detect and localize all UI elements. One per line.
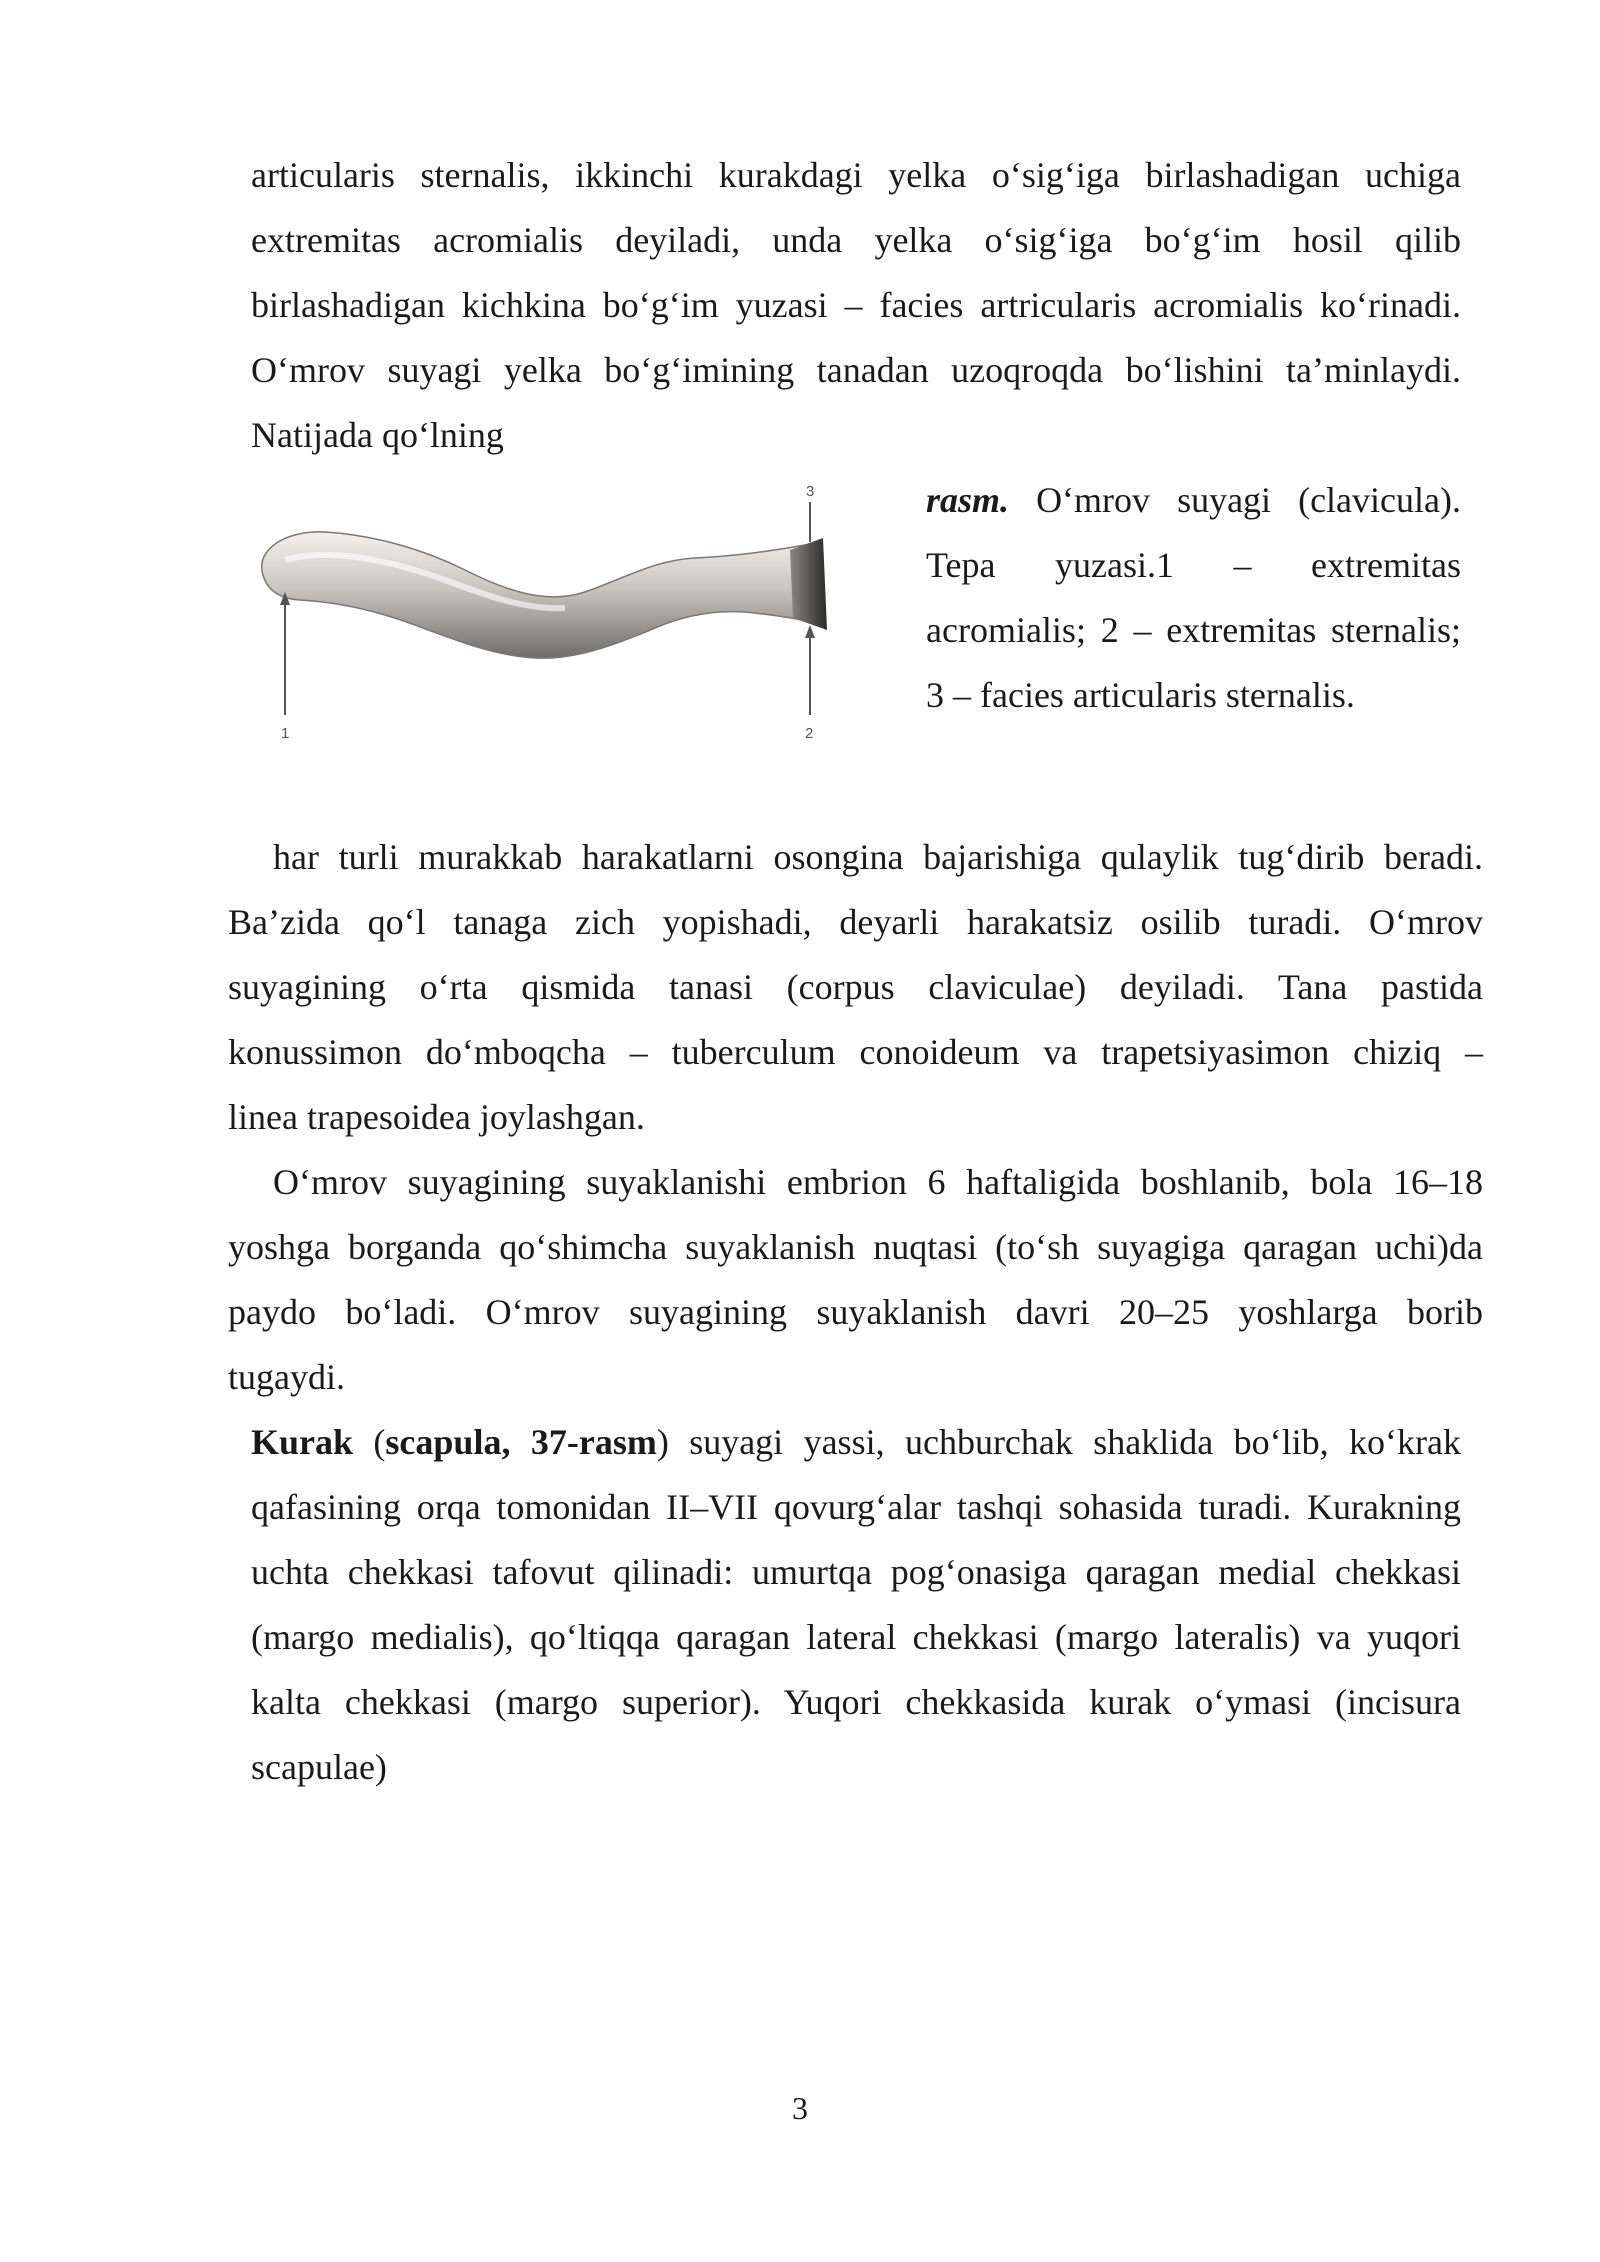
clavicle-illustration — [245, 480, 845, 750]
text-line: qafasining orqa tomonidan II–VII qovurg‘alar tashqi sohasida turadi. Kurakning — [251, 1487, 1461, 1527]
text-line — [251, 1410, 1461, 1475]
figure-caption — [926, 468, 1461, 728]
label-1: 1 — [281, 725, 290, 742]
caption-rasm: rasm. — [926, 480, 1010, 520]
label-3: 3 — [806, 483, 815, 500]
caption-line: Tepa yuzasi.1 – extremitas — [926, 545, 1461, 585]
paragraph-clavicle-ends — [251, 143, 1461, 468]
text-line: articularis sternalis, ikkinchi kurakdagi yelka o‘sig‘iga birlashadigan uchiga — [251, 155, 1461, 195]
paragraph-clavicle-function — [228, 825, 1483, 1150]
caption-line — [926, 468, 1461, 533]
text-line: yoshga borganda qo‘shimcha suyaklanish nuqtasi (to‘sh suyagiga qaragan uchi)da — [228, 1227, 1483, 1267]
text-line: scapulae) — [251, 1747, 387, 1787]
text-line: paydo bo‘ladi. O‘mrov suyagining suyaklanish davri 20–25 yoshlarga borib — [228, 1292, 1483, 1332]
caption-line: acromialis; 2 – extremitas sternalis; — [926, 610, 1461, 650]
paragraph-scapula — [251, 1410, 1461, 1800]
text-line: birlashadigan kichkina bo‘g‘im yuzasi – facies artricularis acromialis ko‘rinadi. — [251, 285, 1461, 325]
text-fragment: ( — [353, 1422, 386, 1462]
text-line: konussimon do‘mboqcha – tuberculum conoideum va trapetsiyasimon chiziq – — [228, 1032, 1483, 1072]
text-line: O‘mrov suyagi yelka bo‘g‘imining tanadan uzoqroqda bo‘lishini ta’minlaydi. — [251, 350, 1461, 390]
text-line: linea trapesoidea joylashgan. — [228, 1097, 645, 1137]
text-line: Ba’zida qo‘l tanaga zich yopishadi, deyarli harakatsiz osilib turadi. O‘mrov — [228, 902, 1483, 942]
text-line: extremitas acromialis deyiladi, unda yelka o‘sig‘iga bo‘g‘im hosil qilib — [251, 220, 1461, 260]
text-line: har turli murakkab harakatlarni osongina bajarishiga qulaylik tug‘dirib beradi. — [273, 837, 1483, 877]
page-number: 3 — [792, 2090, 808, 2126]
paragraph-ossification — [228, 1150, 1483, 1410]
term-kurak: Kurak — [251, 1422, 354, 1462]
text-line: kalta chekkasi (margo superior). Yuqori chekkasida kurak o‘ymasi (incisura — [251, 1682, 1461, 1722]
text-fragment: ) suyagi yassi, uchburchak shaklida bo‘lib, ko‘krak — [656, 1422, 1461, 1462]
text-line: O‘mrov suyagining suyaklanishi embrion 6 haftaligida boshlanib, bola 16–18 — [273, 1162, 1483, 1202]
text-line: tugaydi. — [228, 1357, 345, 1397]
text-line: (margo medialis), qo‘ltiqqa qaragan lateral chekkasi (margo lateralis) va yuqori — [251, 1617, 1461, 1657]
term-scapula-ref: scapula, 37-rasm — [385, 1422, 657, 1462]
text-line: suyagining o‘rta qismida tanasi (corpus claviculae) deyiladi. Tana pastida — [228, 967, 1483, 1007]
sternal-end-shape — [790, 538, 827, 630]
pointer-arrow-2 — [805, 625, 815, 638]
label-2: 2 — [805, 725, 814, 742]
caption-line: 3 – facies articularis sternalis. — [926, 675, 1355, 715]
text-line: uchta chekkasi tafovut qilinadi: umurtqa pog‘onasiga qaragan medial chekkasi — [251, 1552, 1461, 1592]
clavicle-bone-shape — [262, 532, 823, 658]
caption-title: O‘mrov suyagi (clavicula). — [1009, 480, 1461, 520]
text-line: Natijada qo‘lning — [251, 415, 504, 455]
